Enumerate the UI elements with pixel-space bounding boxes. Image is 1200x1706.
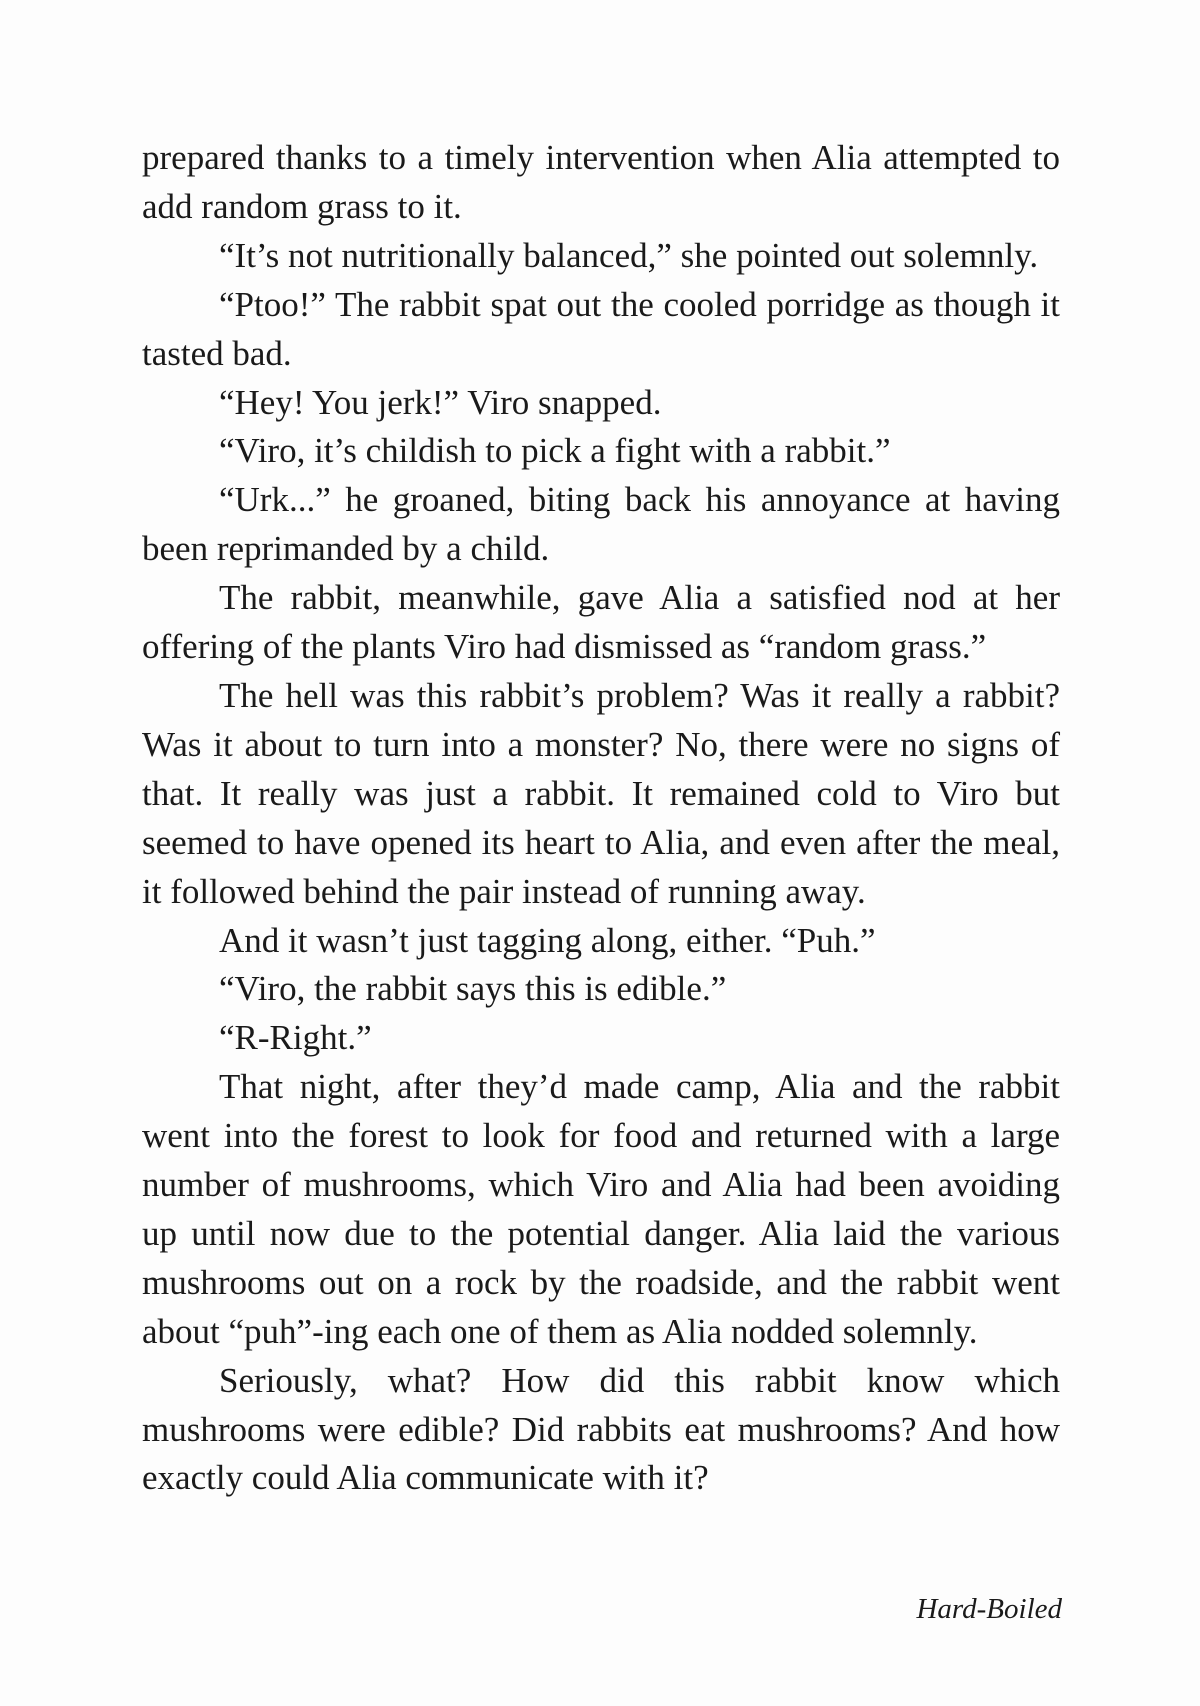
paragraph: That night, after they’d made camp, Alia and the rabbit went into the forest to look for food and returned with a large number of mushrooms, which Viro and Alia had been avoiding up until now due to the potential danger. Alia laid the various mushrooms out on a rock by the roadside, and the rabbit went about “puh”-ing each one of them as Alia nodded solemnly. bbox=[142, 1067, 1060, 1351]
running-footer-title: Hard-Boiled bbox=[916, 1593, 1062, 1625]
paragraph: “It’s not nutritionally balanced,” she pointed out solemnly. bbox=[219, 235, 1039, 275]
paragraph-continuation: prepared thanks to a timely intervention when Alia attempted to add random grass to it. bbox=[142, 138, 1060, 226]
paragraph: “Viro, the rabbit says this is edible.” bbox=[219, 969, 727, 1009]
paragraph: “Urk...” he groaned, biting back his annoyance at having been reprimanded by a child. bbox=[142, 480, 1060, 569]
paragraph: “R-Right.” bbox=[219, 1018, 372, 1058]
paragraph: The hell was this rabbit’s problem? Was it really a rabbit? Was it about to turn into a monster? No, there were no signs of that. It really was just a rabbit. It remained cold to Viro but seemed to have opened its heart to Alia, and even after the meal, it followed behind the pair instead of running away. bbox=[142, 675, 1060, 911]
body-text bbox=[142, 134, 1060, 1503]
paragraph: “Hey! You jerk!” Viro snapped. bbox=[219, 382, 662, 422]
paragraph: “Viro, it’s childish to pick a fight with a rabbit.” bbox=[219, 431, 891, 471]
paragraph: Seriously, what? How did this rabbit know which mushrooms were edible? Did rabbits eat mushrooms? And how exactly could Alia communicate with it? bbox=[142, 1360, 1060, 1498]
paragraph: The rabbit, meanwhile, gave Alia a satisfied nod at her offering of the plants Viro had dismissed as “random grass.” bbox=[142, 578, 1060, 667]
paragraph: “Ptoo!” The rabbit spat out the cooled porridge as though it tasted bad. bbox=[142, 284, 1060, 373]
paragraph: And it wasn’t just tagging along, either. “Puh.” bbox=[219, 920, 876, 960]
